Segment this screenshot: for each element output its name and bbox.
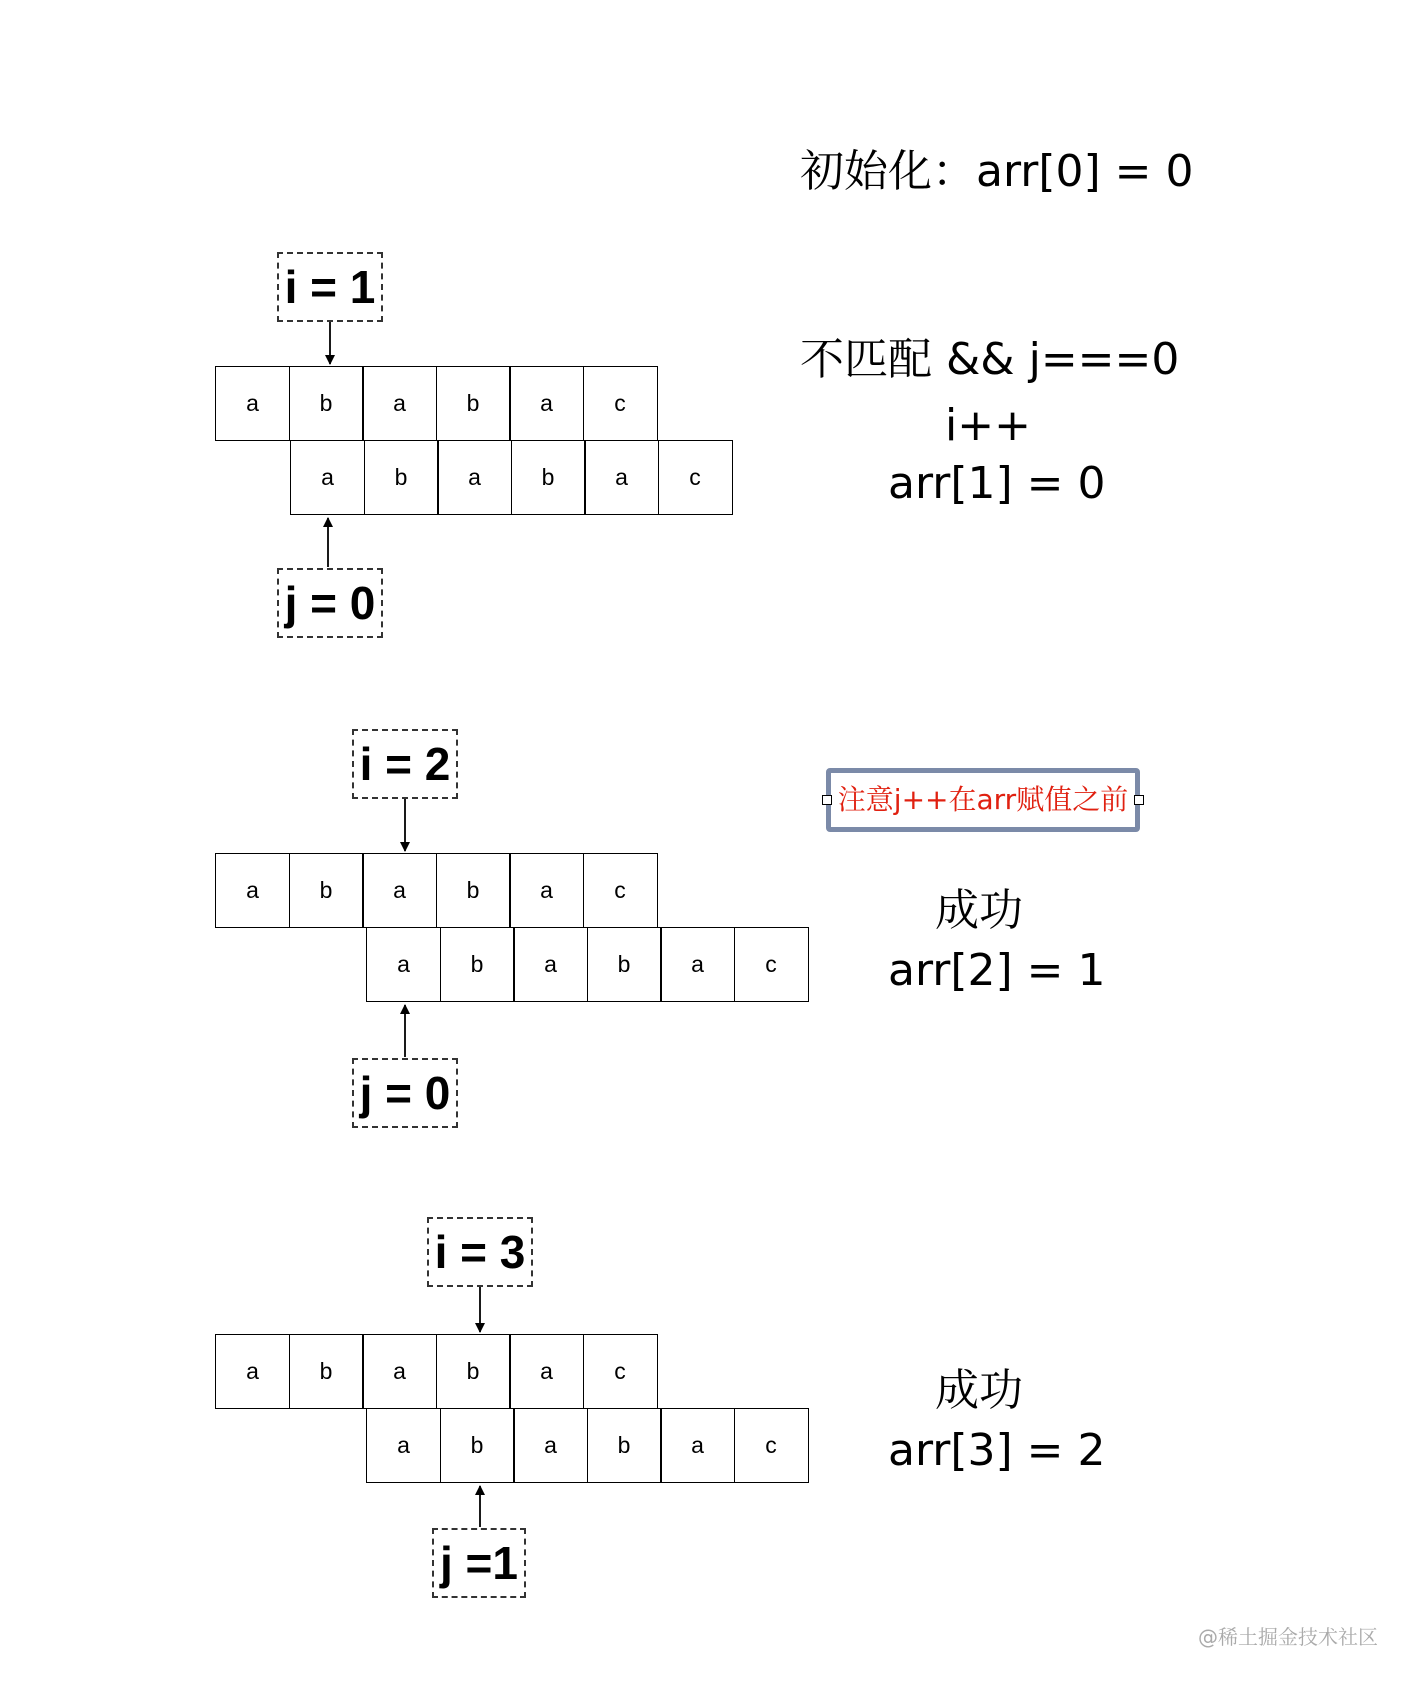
pattern-cell: b — [364, 440, 439, 515]
pattern-cell: b — [440, 927, 515, 1002]
text-cell: b — [289, 366, 364, 441]
text-cell: c — [583, 853, 658, 928]
step3-result-line-1: 成功 — [935, 1365, 1023, 1416]
pattern-cell: a — [437, 440, 512, 515]
pattern-cell: b — [587, 1408, 662, 1483]
pattern-cell: a — [584, 440, 659, 515]
text-cell: a — [509, 366, 584, 441]
pattern-cell: c — [734, 1408, 809, 1483]
step2-result-line-1: 成功 — [935, 885, 1023, 936]
pattern-cell: a — [513, 927, 588, 1002]
step1-result-line-1: 不匹配 && j===0 — [800, 334, 1180, 385]
i-label-step2: i = 2 — [352, 729, 458, 799]
pattern-cell: a — [366, 1408, 441, 1483]
pattern-cell: a — [366, 927, 441, 1002]
step3-result-line-2: arr[3] = 2 — [888, 1425, 1106, 1476]
text-cell: a — [215, 1334, 290, 1409]
init-heading: 初始化：arr[0] = 0 — [800, 146, 1194, 197]
pattern-cell: c — [734, 927, 809, 1002]
text-cell: b — [436, 853, 511, 928]
text-cell: a — [362, 366, 437, 441]
step1-result-line-2: i++ — [945, 400, 1031, 451]
pattern-cell: b — [440, 1408, 515, 1483]
text-cell: b — [289, 1334, 364, 1409]
text-cell: b — [289, 853, 364, 928]
pattern-cell: a — [513, 1408, 588, 1483]
pattern-cell: c — [658, 440, 733, 515]
text-cell: a — [362, 1334, 437, 1409]
note-text: 注意j++在arr赋值之前 — [837, 783, 1129, 816]
pattern-cell: a — [290, 440, 365, 515]
step1-result-line-3: arr[1] = 0 — [888, 458, 1106, 509]
pattern-cell: a — [660, 1408, 735, 1483]
text-cell: c — [583, 366, 658, 441]
text-cell: a — [509, 853, 584, 928]
pattern-cell: a — [660, 927, 735, 1002]
pattern-cell: b — [587, 927, 662, 1002]
watermark: @稀土掘金技术社区 — [1198, 1625, 1378, 1649]
text-cell: a — [215, 853, 290, 928]
text-cell: a — [215, 366, 290, 441]
j-label-step1: j = 0 — [277, 568, 383, 638]
step2-result-line-2: arr[2] = 1 — [888, 945, 1106, 996]
text-cell: a — [509, 1334, 584, 1409]
j-label-step2: j = 0 — [352, 1058, 458, 1128]
pattern-cell: b — [511, 440, 586, 515]
j-label-step3: j =1 — [432, 1528, 526, 1598]
text-cell: c — [583, 1334, 658, 1409]
text-cell: a — [362, 853, 437, 928]
i-label-step1: i = 1 — [277, 252, 383, 322]
i-label-step3: i = 3 — [427, 1217, 533, 1287]
text-cell: b — [436, 366, 511, 441]
text-cell: b — [436, 1334, 511, 1409]
